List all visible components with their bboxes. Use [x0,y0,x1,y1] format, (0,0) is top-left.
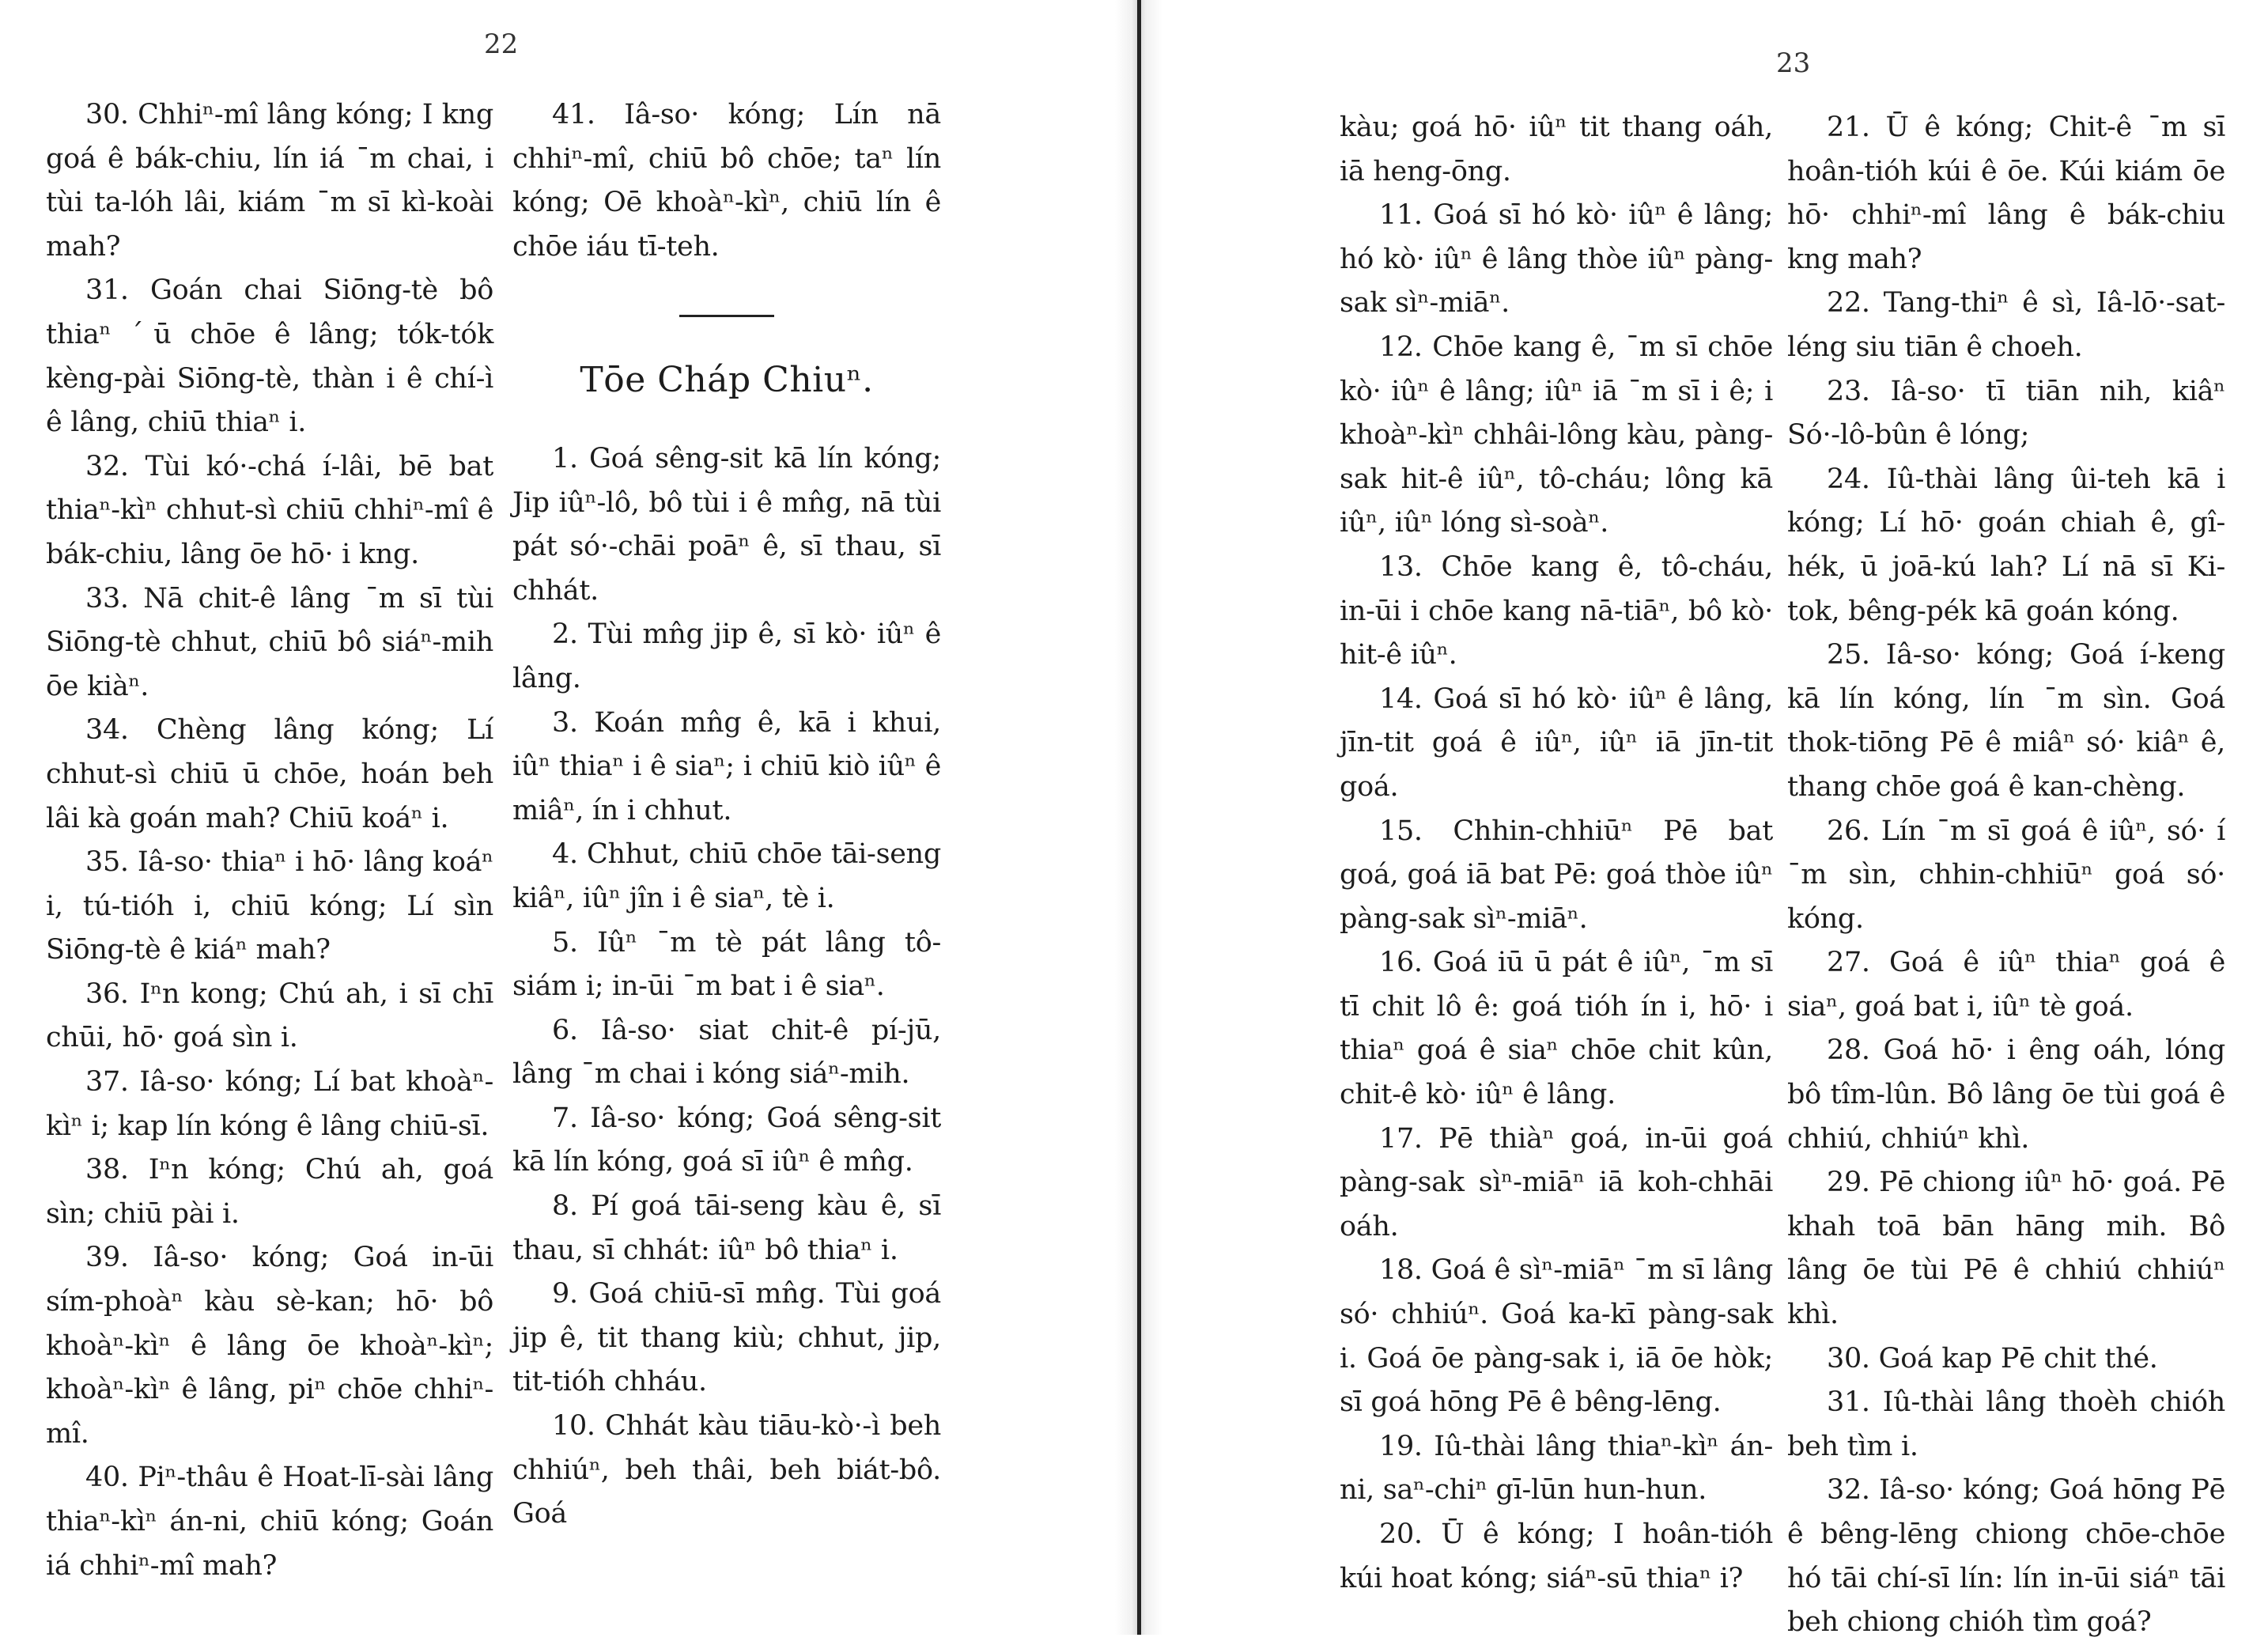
left-column-a [46,93,493,1588]
gutter-shadow-line [1137,0,1141,1635]
verse: 12. Chōe kang ê, ˉm sī chōe kò· iûⁿ ê lâng; iûⁿ iā ˉm sī i ê; i khoàⁿ-kìⁿ chhâi-lông kàu, pàng-sak hit-ê iûⁿ, tô-cháu; lông kā iûⁿ, iûⁿ lóng sì-soàⁿ. [1340,331,1773,539]
verse: 1. Goá sêng-sit kā lín kóng; Jip iûⁿ-lô, bô tùi i ê mn̂g, nā tùi pát só·-chāi poāⁿ ê, sī thau, sī chhát. [512,442,941,607]
verse: 11. Goá sī hó kò· iûⁿ ê lâng; hó kò· iûⁿ ê lâng thòe iûⁿ pàng-sak sìⁿ-miāⁿ. [1340,199,1773,320]
right-column-a [1340,106,1773,1601]
verse: 35. Iâ-so· thiaⁿ i hō· lâng koáⁿ i, tú-tióh i, chiū kóng; Lí sìn Siōng-tè ê kiáⁿ mah? [46,846,493,966]
verse-continuation: kàu; goá hō· iûⁿ tit thang oáh, iā heng-ōng. [1340,112,1773,187]
section-divider [679,315,774,317]
verse: 16. Goá iū ū pát ê iûⁿ, ˉm sī tī chit lô ê: goá tióh ín i, hō· i thiaⁿ goá ê siaⁿ chōe chit kûn, chit-ê kò· iûⁿ ê lâng. [1340,947,1773,1111]
verse: 15. Chhin-chhiūⁿ Pē bat goá, goá iā bat Pē: goá thòe iûⁿ pàng-sak sìⁿ-miāⁿ. [1340,815,1773,935]
verse: 30. Chhiⁿ-mî lâng kóng; I kng goá ê bák-chiu, lín iá ˉm chai, i tùi ta-lóh lâi, kiám ˉm sī kì-koài mah? [46,99,493,263]
verse: 22. Tang-thiⁿ ê sì, Iâ-lō·-sat-léng siu tiān ê choeh. [1787,287,2225,363]
verse: 24. Iû-thài lâng ûi-teh kā i kóng; Lí hō· goán chiah ê, gî-hék, ū joā-kú lah? Lí nā sī Ki-tok, bêng-pék kā goán kóng. [1787,463,2225,627]
right-column-b [1787,106,2225,1645]
verse: 33. Nā chit-ê lâng ˉm sī tùi Siōng-tè chhut, chiū bô siáⁿ-mih ōe kiàⁿ. [46,582,493,702]
verse: 32. Tùi kó·-chá í-lâi, bē bat thiaⁿ-kìⁿ chhut-sì chiū chhiⁿ-mî ê bák-chiu, lâng ōe hō· i kng. [46,450,493,570]
verse: 30. Goá kap Pē chit thé. [1827,1342,2158,1375]
verse: 40. Piⁿ-thâu ê Hoat-lī-sài lâng thiaⁿ-kìⁿ án-ni, chiū kóng; Goán iá chhiⁿ-mî mah? [46,1462,493,1582]
verse: 31. Goán chai Siōng-tè bô thiaⁿ ˊū chōe ê lâng; tók-tók kèng-pài Siōng-tè, thàn i ê chí-ì ê lâng, chiū thiaⁿ i. [46,274,493,439]
verse: 13. Chōe kang ê, tô-cháu, in-ūi i chōe kang nā-tiāⁿ, bô kò· hit-ê iûⁿ. [1340,550,1773,671]
verse: 17. Pē thiàⁿ goá, in-ūi goá pàng-sak sìⁿ-miāⁿ iā koh-chhāi oáh. [1340,1122,1773,1242]
verse: 10. Chhát kàu tiāu-kò·-ì beh chhiúⁿ, beh thâi, beh biát-bô. Goá [512,1410,941,1530]
verse: 28. Goá hō· i êng oáh, lóng bô tîm-lûn. Bô lâng ōe tùi goá ê chhiú, chhiúⁿ khì. [1787,1034,2225,1155]
verse: 39. Iâ-so· kóng; Goá in-ūi sím-phoàⁿ kàu sè-kan; hō· bô khoàⁿ-kìⁿ ê lâng ōe khoàⁿ-kìⁿ; khoàⁿ-kìⁿ ê lâng, piⁿ chōe chhiⁿ-mî. [46,1242,493,1450]
verse: 29. Pē chiong iûⁿ hō· goá. Pē khah toā bān hāng mih. Bô lâng ōe tùi Pē ê chhiú chhiúⁿ khì. [1787,1167,2225,1331]
verse: 18. Goá ê sìⁿ-miāⁿ ˉm sī lâng só· chhiúⁿ. Goá ka-kī pàng-sak i. Goá ōe pàng-sak i, iā ōe hòk; sī goá hōng Pē ê bêng-lēng. [1340,1254,1773,1419]
verse: 3. Koán mn̂g ê, kā i khui, iûⁿ thiaⁿ i ê siaⁿ; i chiū kiò iûⁿ ê miâⁿ, ín i chhut. [512,706,941,826]
verse: 25. Iâ-so· kóng; Goá í-keng kā lín kóng, lín ˉm sìn. Goá thok-tiōng Pē ê miâⁿ só· kiâⁿ ê, thang chōe goá ê kan-chèng. [1787,639,2225,803]
verse: 7. Iâ-so· kóng; Goá sêng-sit kā lín kóng, goá sī iûⁿ ê mn̂g. [512,1102,941,1178]
verse: 32. Iâ-so· kóng; Goá hōng Pē ê bêng-lēng chiong chōe-chōe hó tāi chí-sī lín: lín in-ūi siáⁿ tāi beh chiong chióh tìm goá? [1787,1474,2225,1639]
verse: 5. Iûⁿ ˉm tè pát lâng tô-siám i; in-ūi ˉm bat i ê siaⁿ. [512,926,941,1003]
verse: 20. Ū ê kóng; I hoân-tióh kúi hoat kóng; siáⁿ-sū thiaⁿ i? [1340,1518,1773,1594]
verse: 2. Tùi mn̂g jip ê, sī kò· iûⁿ ê lâng. [512,618,941,694]
verse: 34. Chèng lâng kóng; Lí chhut-sì chiū ū chōe, hoán beh lâi kà goán mah? Chiū koáⁿ i. [46,714,493,834]
verse: 9. Goá chiū-sī mn̂g. Tùi goá jip ê, tit thang kiù; chhut, jip, tit-tióh chháu. [512,1278,941,1398]
left-column-b [512,93,941,1537]
verse: 23. Iâ-so· tī tiān nih, kiâⁿ Só·-lô-bûn ê lóng; [1787,375,2225,452]
verse: 19. Iû-thài lâng thiaⁿ-kìⁿ án-ni, saⁿ-chiⁿ gī-lūn hun-hun. [1340,1430,1773,1507]
left-page [0,0,1115,1635]
page-number-right: 23 [1776,47,1811,79]
verse: 38. Iⁿn kóng; Chú ah, goá sìn; chiū pài i. [46,1154,493,1230]
verse: 21. Ū ê kóng; Chit-ê ˉm sī hoân-tióh kúi ê ōe. Kúi kiám ōe hō· chhiⁿ-mî lâng ê bák-chiu kng mah? [1787,112,2225,275]
verse: 6. Iâ-so· siat chit-ê pí-jū, lâng ˉm chai i kóng siáⁿ-mih. [512,1014,941,1091]
verse: 31. Iû-thài lâng thoèh chióh beh tìm i. [1787,1386,2225,1462]
verse: 8. Pí goá tāi-seng kàu ê, sī thau, sī chhát: iûⁿ bô thiaⁿ i. [512,1190,941,1266]
verse: 14. Goá sī hó kò· iûⁿ ê lâng, jīn-tit goá ê iûⁿ, iûⁿ iā jīn-tit goá. [1340,683,1773,803]
verse: 36. Iⁿn kong; Chú ah, i sī chī chūi, hō· goá sìn i. [46,978,493,1054]
page-number-left: 22 [484,28,519,60]
chapter-title: Tōe Cháp Chiuⁿ. [580,360,874,401]
verse: 37. Iâ-so· kóng; Lí bat khoàⁿ-kìⁿ i; kap lín kóng ê lâng chiū-sī. [46,1066,493,1142]
right-page [1162,0,2268,1639]
verse: 4. Chhut, chiū chōe tāi-seng kiâⁿ, iûⁿ jîn i ê siaⁿ, tè i. [512,838,941,914]
verse: 26. Lín ˉm sī goá ê iûⁿ, só· í ˉm sìn, chhin-chhiūⁿ goá só· kóng. [1787,815,2225,935]
verse: 27. Goá ê iûⁿ thiaⁿ goá ê siaⁿ, goá bat i, iûⁿ tè goá. [1787,947,2225,1023]
verse: 41. Iâ-so· kóng; Lín nā chhiⁿ-mî, chiū bô chōe; taⁿ lín kóng; Oē khoàⁿ-kìⁿ, chiū lín ê chōe iáu tī-teh. [512,99,941,263]
